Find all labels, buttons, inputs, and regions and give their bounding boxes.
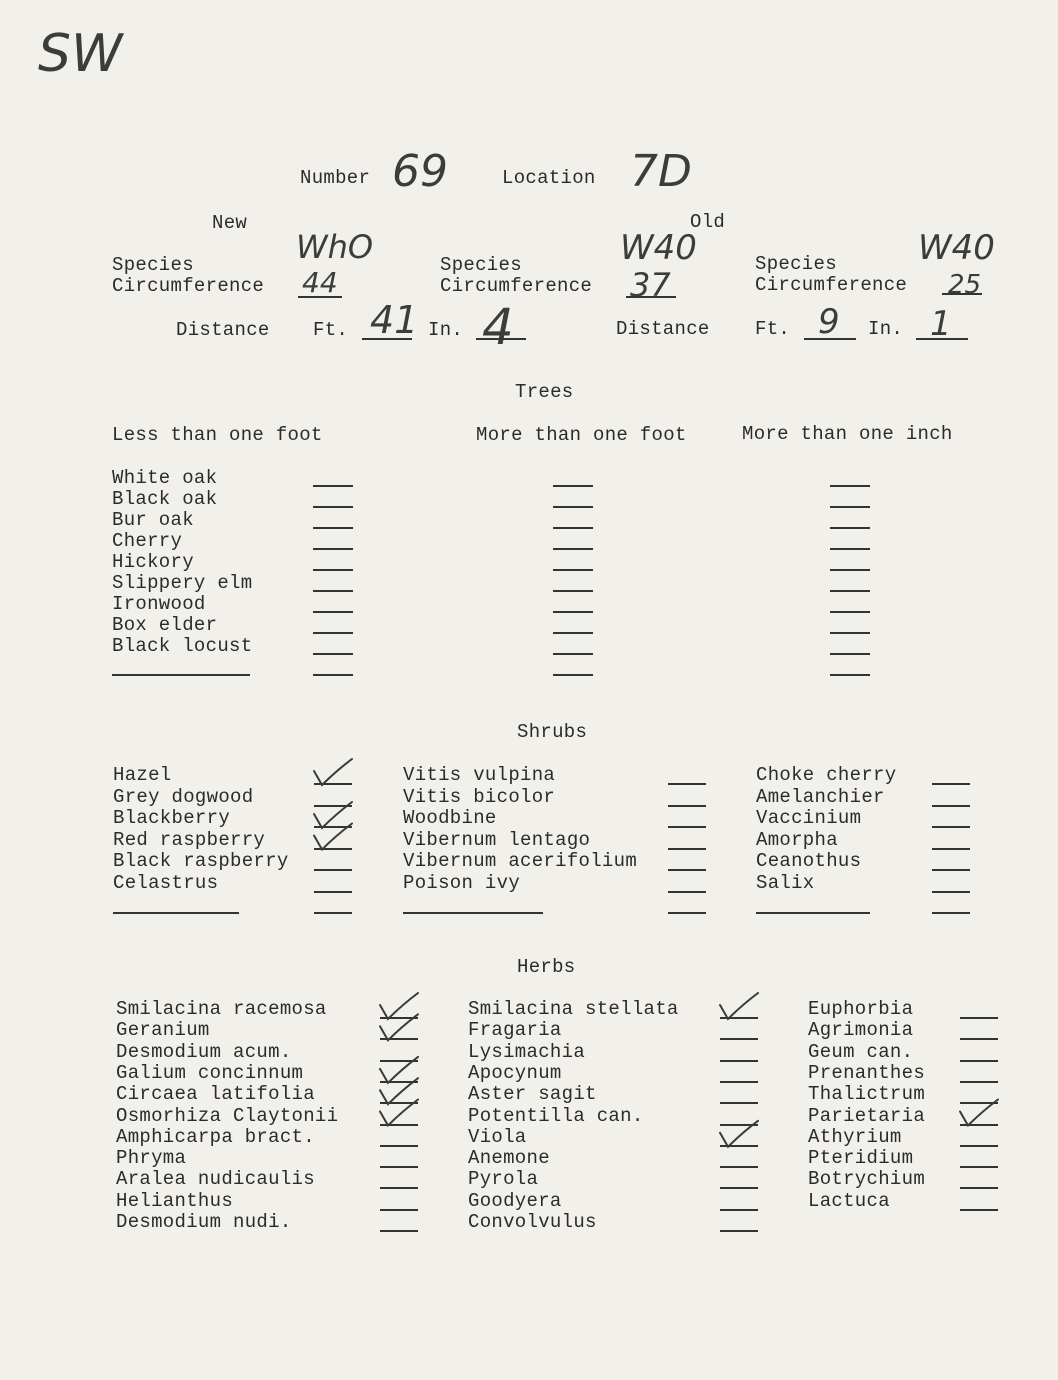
trees-title: Trees	[515, 381, 574, 403]
old2-species-value: W40	[918, 228, 995, 268]
tree-item-label: Ironwood	[112, 593, 206, 615]
herb-item-label: Lactuca	[808, 1189, 890, 1212]
shrub-item-label: Celastrus	[113, 871, 219, 894]
shrub-item-label: Vitis bicolor	[403, 785, 556, 808]
shrub-check-mark	[314, 802, 352, 828]
herb-item-label: Smilacina racemosa	[116, 998, 327, 1020]
old-heading: Old	[690, 211, 726, 233]
herb-item-label: Geranium	[116, 1019, 210, 1042]
new-species-label: Species	[112, 254, 194, 276]
herb-item-label: Desmodium acum.	[116, 1040, 292, 1063]
new-in-value: 4	[482, 298, 514, 356]
herb-item-label: Agrimonia	[808, 1019, 914, 1042]
new-species-value: WhO	[296, 228, 374, 266]
tree-item-label: Slippery elm	[112, 572, 253, 594]
new-circumference-label: Circumference	[112, 275, 265, 297]
shrub-item-label: Amelanchier	[756, 785, 885, 808]
herb-check-mark	[380, 1078, 418, 1104]
new-ft-value: 41	[370, 298, 419, 342]
corner-note: SW	[38, 24, 123, 84]
shrub-item-label: Vibernum lentago	[403, 828, 591, 851]
shrub-item-label: Poison ivy	[403, 871, 521, 894]
shrub-item-label: Vitis vulpina	[403, 764, 556, 786]
herb-item-label: Apocynum	[468, 1061, 562, 1084]
herb-item-label: Botrychium	[808, 1168, 926, 1191]
old1-ft-label: Ft.	[755, 318, 791, 340]
trees-col-more-inch: More than one inch	[742, 423, 953, 445]
old1-species-label: Species	[440, 254, 522, 276]
shrub-item-label: Grey dogwood	[113, 785, 254, 808]
old2-circumference-value: 25	[948, 270, 982, 300]
shrub-item-label: Hazel	[113, 764, 172, 786]
herb-item-label: Prenanthes	[808, 1061, 926, 1084]
herb-item-label: Pyrola	[468, 1168, 539, 1191]
old1-distance-label: Distance	[616, 318, 710, 340]
tree-item-label: Black locust	[112, 635, 253, 657]
new-ft-label: Ft.	[313, 319, 349, 341]
herb-item-label: Anemone	[468, 1147, 550, 1170]
herb-item-label: Euphorbia	[808, 998, 914, 1020]
new-circumference-value: 44	[302, 266, 338, 299]
old1-ft-value: 9	[818, 302, 840, 342]
herb-item-label: Helianthus	[116, 1189, 234, 1212]
number-label: Number	[300, 167, 371, 189]
herb-item-label: Thalictrum	[808, 1083, 926, 1106]
old1-in-label: In.	[868, 318, 904, 340]
old2-species-label: Species	[755, 253, 837, 275]
herb-item-label: Osmorhiza Claytonii	[116, 1104, 339, 1127]
herb-item-label: Lysimachia	[468, 1040, 586, 1063]
tree-item-label: Box elder	[112, 614, 218, 636]
location-label: Location	[502, 167, 596, 189]
tree-item-label: White oak	[112, 467, 218, 489]
old2-circumference-label: Circumference	[755, 274, 908, 296]
shrub-item-label: Choke cherry	[756, 764, 897, 786]
herb-check-mark	[380, 993, 418, 1019]
herb-check-mark	[380, 1057, 418, 1083]
herb-item-label: Viola	[468, 1125, 527, 1148]
herb-check-mark	[960, 1100, 998, 1126]
herb-item-label: Aralea nudicaulis	[116, 1168, 315, 1191]
herb-item-label: Aster sagit	[468, 1083, 597, 1106]
shrub-item-label: Blackberry	[113, 807, 231, 829]
herb-item-label: Fragaria	[468, 1019, 562, 1042]
shrub-item-label: Ceanothus	[756, 850, 862, 872]
old1-circumference-value: 37	[630, 266, 671, 304]
new-distance-label: Distance	[176, 319, 270, 341]
herb-check-mark	[720, 1121, 758, 1147]
tree-item-label: Cherry	[112, 530, 183, 552]
herb-item-label: Parietaria	[808, 1104, 926, 1127]
old1-circumference-label: Circumference	[440, 275, 593, 297]
herb-item-label: Circaea latifolia	[116, 1083, 315, 1106]
herb-item-label: Desmodium nudi.	[116, 1211, 292, 1233]
herb-item-label: Amphicarpa bract.	[116, 1125, 315, 1148]
shrub-item-label: Red raspberry	[113, 828, 266, 851]
old1-in-value: 1	[930, 304, 952, 344]
herb-item-label: Phryma	[116, 1147, 187, 1170]
tree-item-label: Black oak	[112, 488, 218, 510]
trees-col-more-foot: More than one foot	[476, 424, 687, 446]
shrub-item-label: Woodbine	[403, 807, 497, 829]
shrub-item-label: Salix	[756, 871, 815, 894]
herb-item-label: Goodyera	[468, 1189, 562, 1212]
new-in-label: In.	[428, 319, 464, 341]
herb-item-label: Convolvulus	[468, 1211, 597, 1233]
herb-item-label: Pteridium	[808, 1147, 914, 1170]
trees-col-less-foot: Less than one foot	[112, 424, 323, 446]
number-value: 69	[392, 146, 448, 197]
location-value: 7D	[630, 146, 692, 197]
herb-item-label: Smilacina stellata	[468, 998, 679, 1020]
herb-item-label: Athyrium	[808, 1125, 902, 1148]
old1-species-value: W40	[620, 228, 697, 268]
shrub-item-label: Vaccinium	[756, 807, 862, 829]
shrubs-title: Shrubs	[517, 721, 588, 743]
herb-item-label: Geum can.	[808, 1040, 914, 1063]
herb-check-mark	[380, 1100, 418, 1126]
shrub-item-label: Vibernum acerifolium	[403, 850, 638, 872]
tree-item-label: Hickory	[112, 551, 194, 573]
herb-item-label: Galium concinnum	[116, 1061, 304, 1084]
tree-item-label: Bur oak	[112, 509, 194, 531]
shrub-check-mark	[314, 759, 352, 785]
herb-check-mark	[380, 1014, 418, 1040]
new-heading: New	[212, 212, 248, 234]
shrub-item-label: Black raspberry	[113, 850, 289, 872]
shrub-item-label: Amorpha	[756, 828, 838, 851]
herb-item-label: Potentilla can.	[468, 1104, 644, 1127]
herb-check-mark	[720, 993, 758, 1019]
herbs-title: Herbs	[517, 956, 576, 978]
shrub-check-mark	[314, 824, 352, 850]
